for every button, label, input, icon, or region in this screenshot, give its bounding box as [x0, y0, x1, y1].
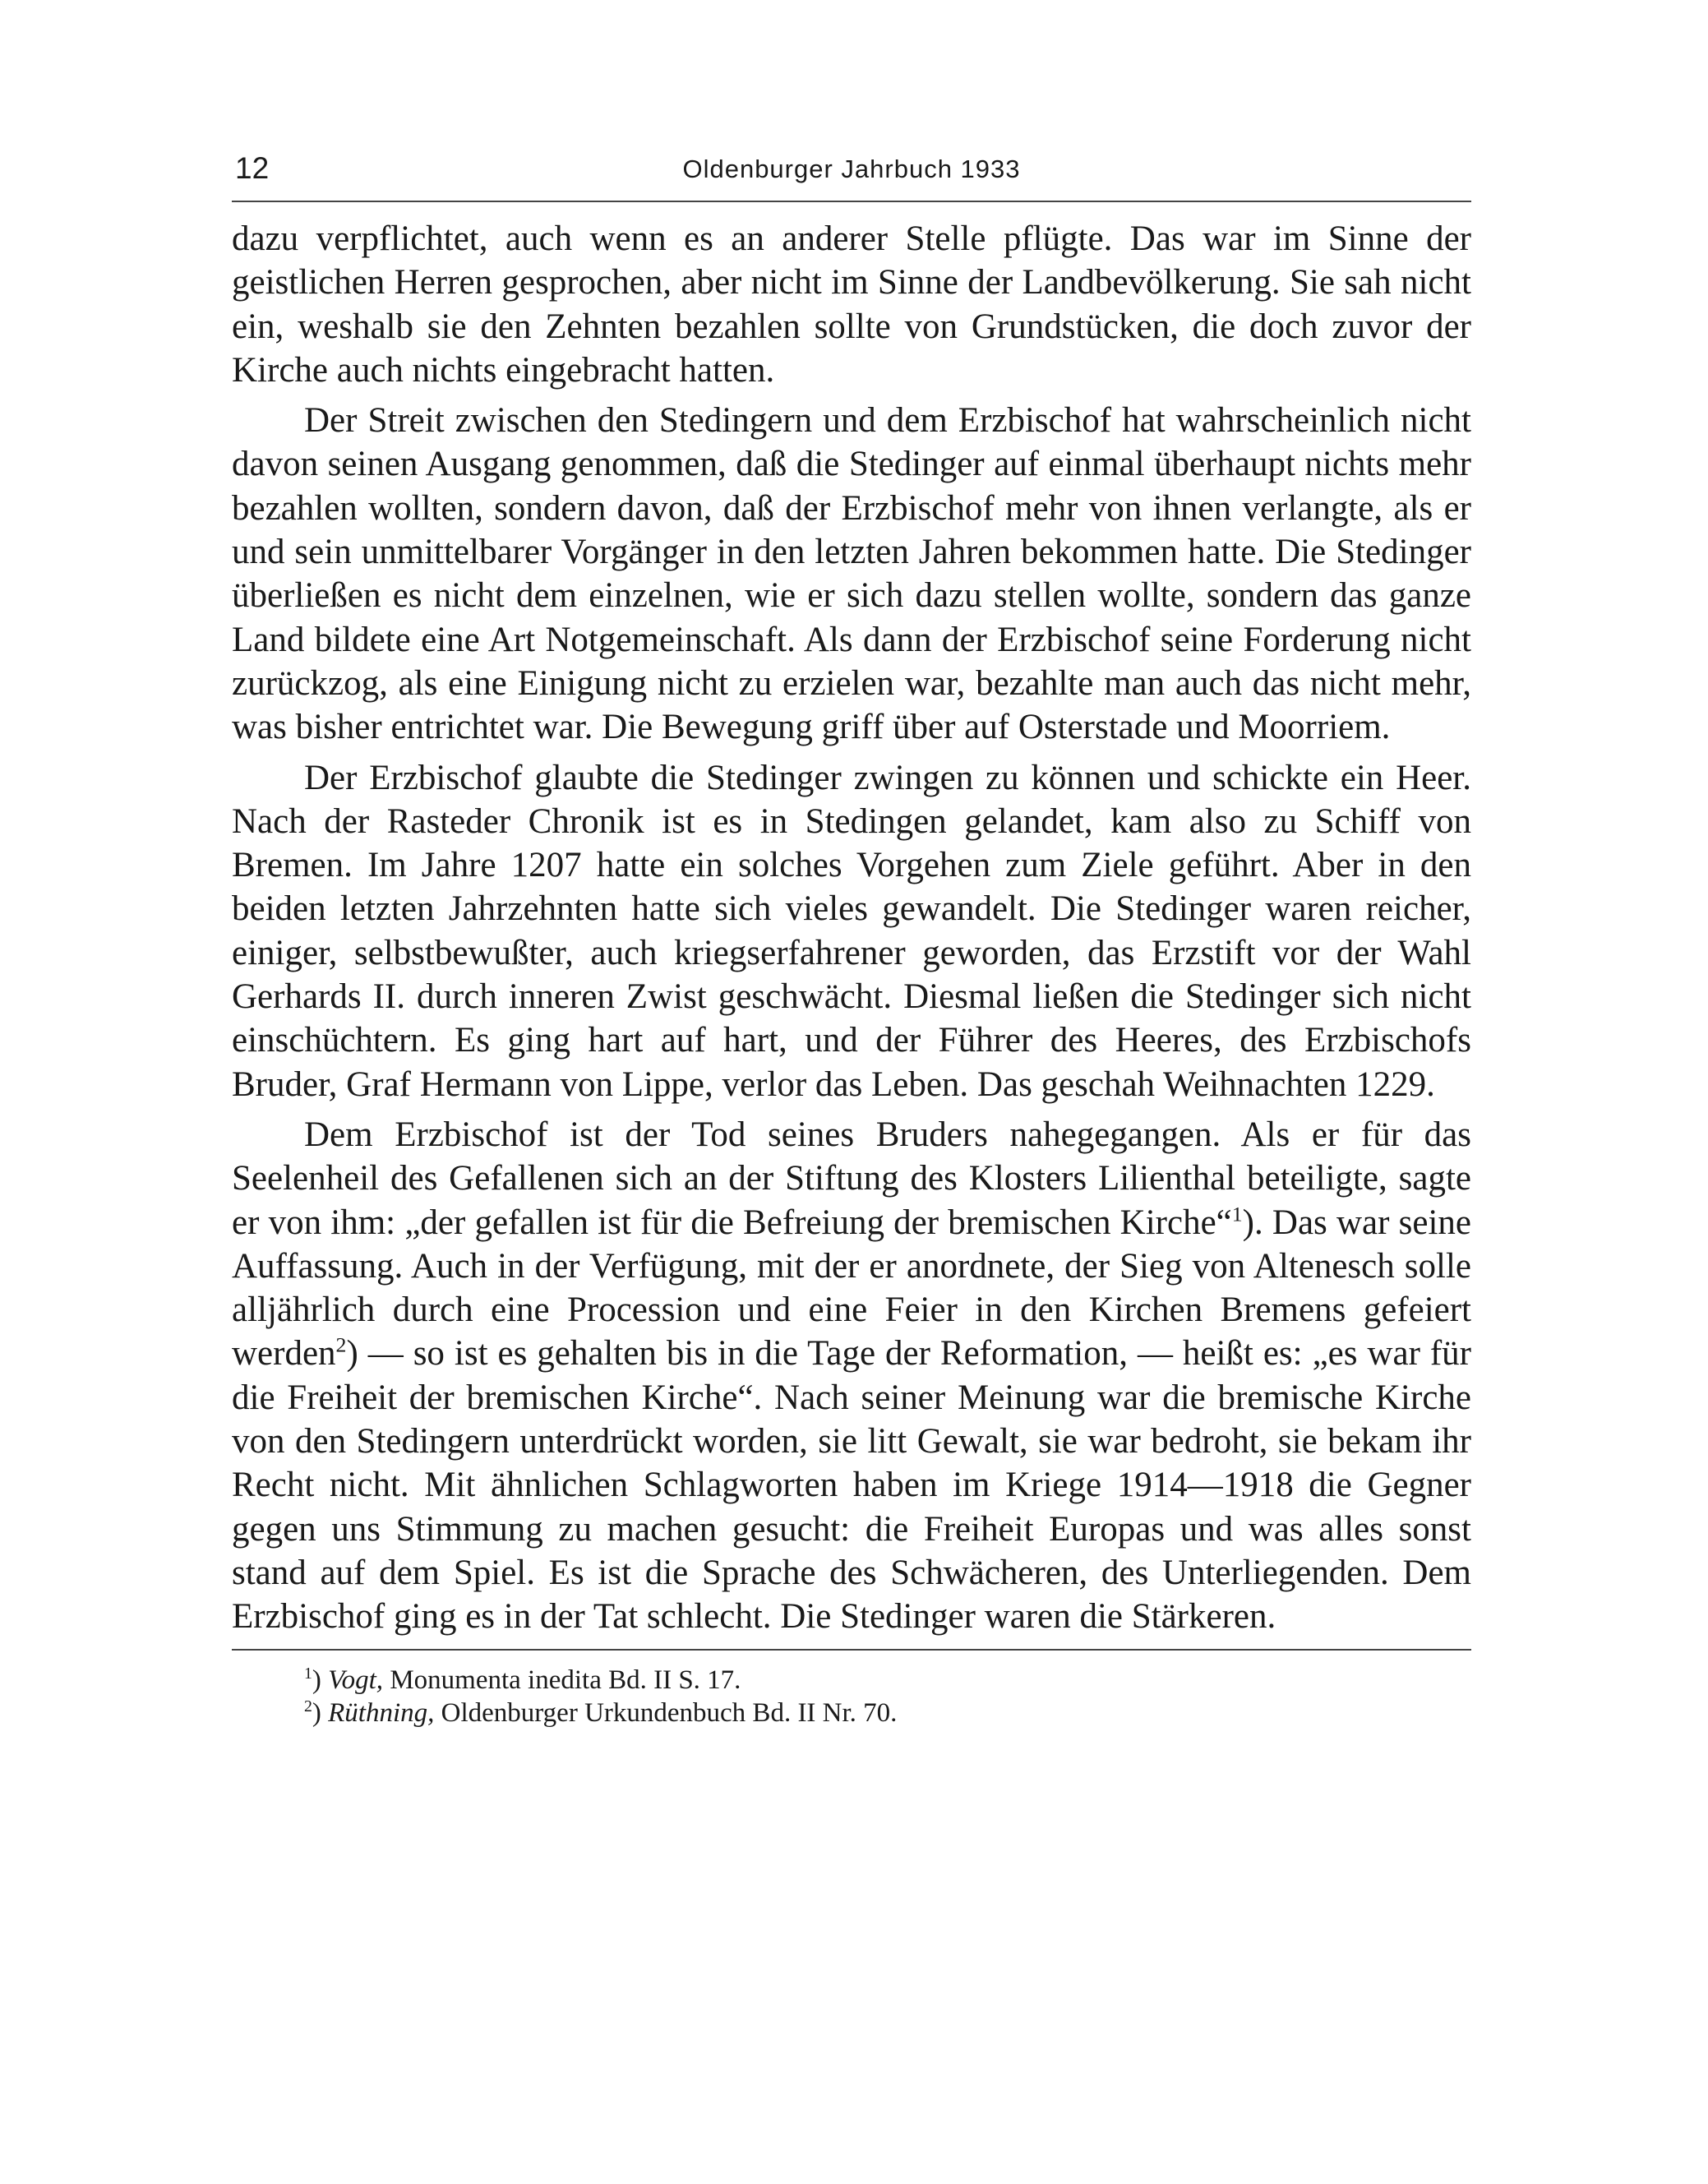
- footnote-2: $^2$) Rüthning, Oldenburger Urkundenbuch Bd. II Nr. 70.: [304, 1697, 898, 1728]
- footnote-marker: 2: [304, 1697, 312, 1715]
- footnotes: [232, 1664, 1471, 1729]
- footnote-marker: 1: [304, 1664, 312, 1683]
- paragraph-1: dazu verpflichtet, auch wenn es an anderer Stelle pflügte. Das war im Sinne der geistlichen Herren gesprochen, aber nicht im Sinne der Landbevölkerung. Sie sah nicht ein, weshalb sie den Zehnten bezahlen sollte von Grundstücken, die doch zuvor der Kirche auch nichts eingebracht hatten.: [232, 219, 1471, 390]
- footnote-1: $^1$) Vogt, Monumenta inedita Bd. II S. 17.: [304, 1664, 741, 1695]
- paragraph-2: Der Streit zwischen den Stedingern und dem Erzbischof hat wahrscheinlich nicht davon seinen Ausgang genommen, daß die Stedinger auf einmal überhaupt nichts mehr bezahlen wollten, sondern davon, daß der Erzbischof mehr von ihnen verlangte, als er und sein unmittelbarer Vorgänger in den letzten Jahren bekommen hatte. Die Stedinger überließen es nicht dem einzelnen, wie er sich dazu stellen wollte, sondern das ganze Land bildete eine Art Notgemeinschaft. Als dann der Erzbischof seine Forderung nicht zurückzog, als eine Einigung nicht zu erzielen war, bezahlte man auch das nicht mehr, was bisher entrichtet war. Die Bewegung griff über auf Osterstade und Moorriem.: [232, 401, 1471, 747]
- footnote-author: Rüthning,: [328, 1697, 435, 1728]
- paragraph-4: [232, 1113, 1471, 1639]
- body-text: [232, 217, 1471, 1639]
- page-number: 12: [235, 151, 270, 185]
- paragraph-4-text-a: Dem Erzbischof ist der Tod seines Bruders nahegegangen. Als er für das Seelenheil des Gefallenen sich an der Stiftung des Klosters Lilienthal beteiligte, sagte er von ihm: „der gefallen ist für die Befreiung der bremischen Kirche“: [232, 1115, 1471, 1242]
- footnote-rule: [232, 1649, 1471, 1651]
- footnote-author: Vogt,: [328, 1665, 384, 1695]
- paragraph-3: Der Erzbischof glaubte die Stedinger zwingen zu können und schickte ein Heer. Nach der Rasteder Chronik ist es in Stedingen gelandet, kam also zu Schiff von Bremen. Im Jahre 1207 hatte ein solches Vorgehen zum Ziele geführt. Aber in den beiden letzten Jahrzehnten hatte sich vieles gewandelt. Die Stedinger waren reicher, einiger, selbstbewußter, auch kriegserfahrener geworden, das Erzstift vor der Wahl Gerhards II. durch inneren Zwist geschwächt. Diesmal ließen die Stedinger sich nicht einschüchtern. Es ging hart auf hart, und der Führer des Heeres, des Erzbischofs Bruder, Graf Hermann von Lippe, verlor das Leben. Das geschah Weihnachten 1229.: [232, 758, 1471, 1104]
- paragraph-4-text-b: ). Das war seine Auffassung. Auch in der Verfügung, mit der er anordnete, der Sieg von Altenesch solle alljährlich durch eine Procession und eine Feier in den Kirchen Bremens gefeiert werden: [232, 1203, 1471, 1374]
- running-head: [232, 148, 1471, 189]
- journal-title: Oldenburger Jahrbuch 1933: [682, 155, 1021, 183]
- footnote-reference-1: 1: [1231, 1202, 1243, 1226]
- page: [232, 148, 1471, 1729]
- footnote-text: Oldenburger Urkundenbuch Bd. II Nr. 70.: [434, 1697, 898, 1728]
- footnote-reference-2: 2: [335, 1333, 347, 1358]
- footnote-text: Monumenta inedita Bd. II S. 17.: [383, 1665, 741, 1695]
- paragraph-4-text-c: ) — so ist es gehalten bis in die Tage der Reformation, — heißt es: „es war für die Freiheit der bremischen Kirche“. Nach seiner Meinung war die bremische Kirche von den Stedingern unterdrückt worden, sie litt Gewalt, sie war bedroht, sie bekam ihr Recht nicht. Mit ähnlichen Schlagworten haben im Kriege 1914—1918 die Gegner gegen uns Stimmung zu machen gesucht: die Freiheit Europas und was alles sonst stand auf dem Spiel. Es ist die Sprache des Schwächeren, des Unterliegenden. Dem Erzbischof ging es in der Tat schlecht. Die Stedinger waren die Stärkeren.: [232, 1334, 1471, 1637]
- header-rule: [232, 201, 1471, 202]
